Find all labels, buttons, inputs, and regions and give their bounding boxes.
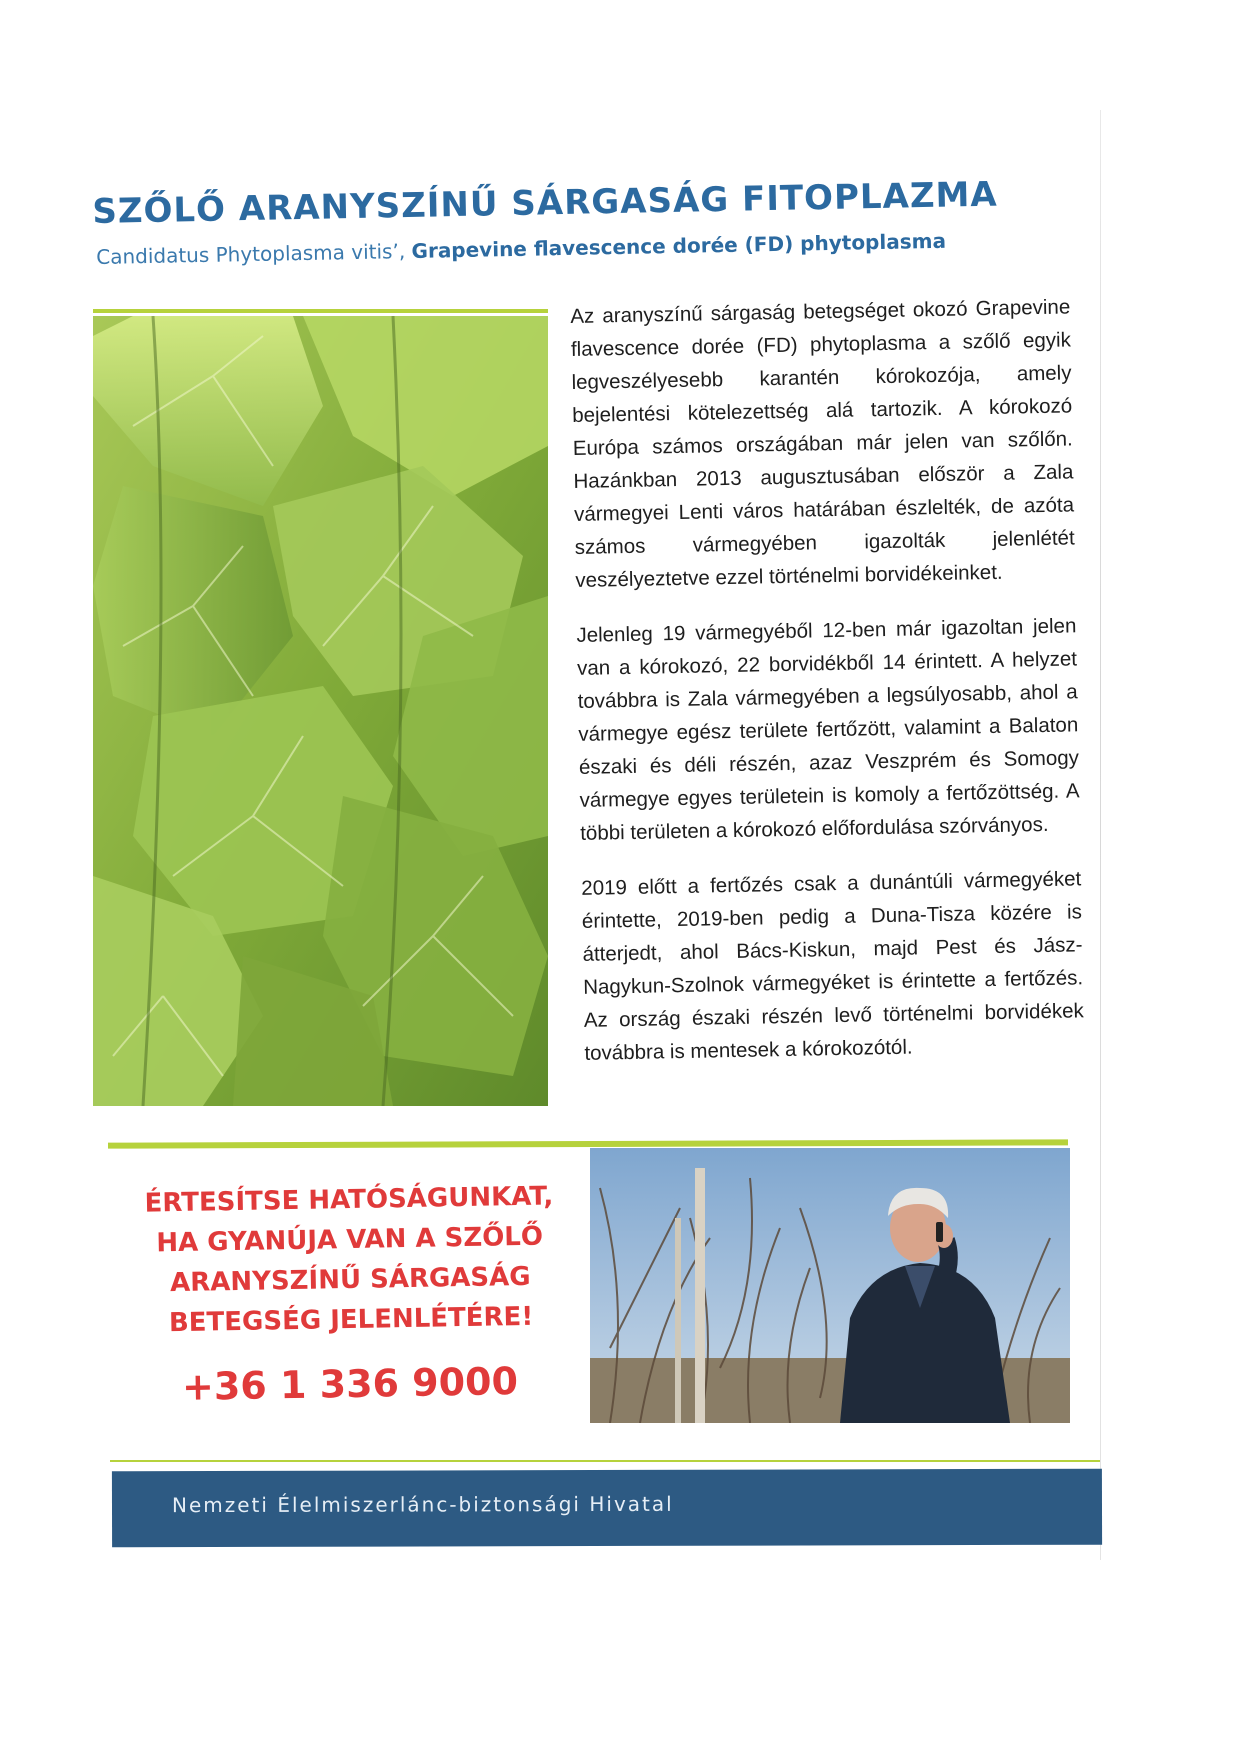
page-title: SZŐLŐ ARANYSZÍNŰ SÁRGASÁG FITOPLAZMA bbox=[92, 174, 999, 232]
alert-line: HA GYANÚJA VAN A SZŐLŐ bbox=[156, 1221, 544, 1259]
subtitle-latin: Candidatus Phytoplasma vitis’, bbox=[96, 238, 412, 269]
body-paragraph: Az aranyszínű sárgaság betegséget okozó Grapevine flavescence dorée (FD) phytoplasma a szőlő egyik legveszélyesebb karantén kórokozója, amely bejelentési kötelezettség alá tartozik. A kórokozó Európa számos országában már jelen van szőlőn. Hazánkban 2013 augusztusában először a Zala vármegyei Lenti város határában észlelték, de azóta számos vármegyében igazolták jelenlétét veszélyeztetve ezzel történelmi borvidékeinket. bbox=[570, 295, 1075, 592]
phone-number[interactable]: +36 1 336 9000 bbox=[181, 1359, 519, 1409]
scan-edge bbox=[1100, 110, 1101, 1560]
page-subtitle bbox=[96, 227, 1016, 269]
alert-line: ÉRTESÍTSE HATÓSÁGUNKAT, bbox=[144, 1181, 554, 1219]
body-paragraph: 2019 előtt a fertőzés csak a dunántúli vármegyéket érintette, 2019-ben pedig a Duna-Tisza közére is átterjedt, ahol Bács-Kiskun, majd Pest és Jász-Nagykun-Szolnok vármegyéket is érintette a fertőzés. Az ország északi részén levő történelmi borvidékek továbbra is mentesek a kórokozótól. bbox=[581, 867, 1084, 1065]
accent-divider-bottom bbox=[110, 1460, 1100, 1462]
grapevine-leaves-photo bbox=[93, 316, 548, 1106]
organization-name: Nemzeti Élelmiszerlánc-biztonsági Hivatal bbox=[171, 1491, 674, 1518]
alert-message bbox=[119, 1176, 582, 1344]
accent-divider-top bbox=[93, 309, 548, 313]
inspector-phone-call-photo bbox=[590, 1148, 1070, 1423]
footer-banner bbox=[112, 1469, 1102, 1548]
alert-line: ARANYSZÍNŰ SÁRGASÁG bbox=[169, 1261, 531, 1299]
body-paragraph: Jelenleg 19 vármegyéből 12-ben már igazoltan jelen van a kórokozó, 22 borvidékből 14 érintett. A helyzet továbbra is Zala vármegyében a legsúlyosabb, ahol a vármegye egész területe fertőzött, valamint a Balaton északi és déli részén, azaz Veszprém és Somogy vármegye egyes területein is komoly a fertőzöttség. A többi területen a kórokozó előfordulása szórványos. bbox=[576, 614, 1080, 845]
alert-line: BETEGSÉG JELENLÉTÉRE! bbox=[168, 1301, 534, 1339]
body-text bbox=[570, 290, 1085, 1091]
subtitle-english: Grapevine flavescence dorée (FD) phytoplasma bbox=[411, 228, 947, 263]
